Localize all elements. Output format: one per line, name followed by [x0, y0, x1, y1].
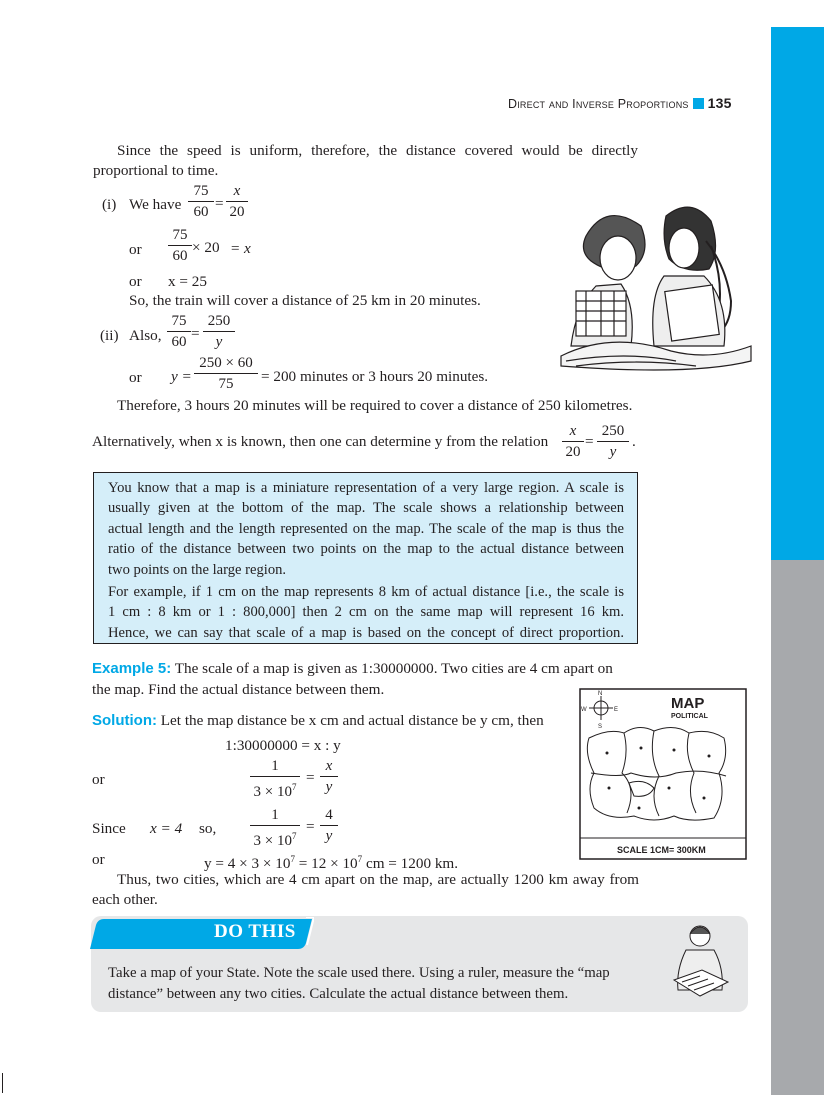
equals-sign: =	[306, 818, 315, 835]
fraction-75-60-b: $\frac{75}{60}$	[168, 226, 192, 265]
fraction-250-y: $\frac{250}{y}$	[203, 312, 235, 351]
fraction-75-60: $\frac{75}{60}$	[188, 182, 214, 221]
equals-x: = x	[230, 240, 251, 257]
svg-text:N: N	[598, 691, 603, 697]
political-map-illustration	[579, 688, 747, 860]
ratio-statement: 1:30000000 = x : y	[225, 737, 341, 754]
fraction-1-over-3e7: $\frac{1}{3 \times 10^7}$	[250, 757, 300, 801]
example-label: Example 5:	[92, 660, 172, 677]
fraction-1-over-3e7-b: $\frac{1}{3 \times 10^7}$	[250, 806, 300, 850]
running-header	[508, 95, 732, 111]
note-line: actual length and the length represented on the map. The scale of the map is thus the	[108, 520, 624, 537]
conclusion-line-2: each other.	[92, 891, 158, 908]
note-line: You know that a map is a miniature representation of a very large region. A scale is	[108, 480, 624, 496]
note-line: Hence, we can say that scale of a map is based on the concept of direct proportion.	[108, 624, 624, 641]
times-20: × 20	[192, 239, 220, 256]
fraction-250x60-75: $\frac{250 \times 60}{75}$	[194, 354, 258, 393]
part-ii-label: (ii)	[100, 327, 119, 344]
map-scale-note-box	[93, 472, 638, 644]
do-this-line-1: Take a map of your State. Note the scale used there. Using a ruler, measure the “map	[108, 965, 610, 981]
or-label: or	[129, 273, 142, 290]
sidebar-grey-band	[771, 560, 824, 1095]
x-equals-4: x = 4	[150, 820, 183, 837]
y-equals: y =	[171, 368, 192, 385]
svg-text:S: S	[598, 724, 603, 730]
example-5-line-2: the map. Find the actual distance between them.	[92, 681, 385, 698]
example-5-line-1: Example 5: The scale of a map is given as 1:30000000. Two cities are 4 cm apart on	[92, 660, 613, 677]
since-label: Since	[92, 820, 126, 837]
map-subtitle: POLITICAL	[671, 713, 708, 720]
note-paragraph-1	[108, 478, 624, 580]
part-i-label: (i)	[102, 196, 117, 213]
equals-sign: =	[585, 433, 594, 450]
map-scale-label: SCALE 1CM= 300KM	[617, 845, 706, 855]
therefore-line: Therefore, 3 hours 20 minutes will be required to cover a distance of 250 kilometres.	[117, 397, 633, 414]
margin-mark	[2, 1073, 3, 1093]
svg-text:W: W	[581, 707, 587, 713]
svg-text:E: E	[614, 707, 619, 713]
part-ii-result: = 200 minutes or 3 hours 20 minutes.	[261, 368, 489, 385]
or-label: or	[129, 241, 142, 258]
or-label: or	[92, 771, 105, 788]
note-line: ratio of the distance between two points on the map to the actual distance between	[108, 541, 624, 558]
part-ii-also: Also,	[129, 327, 162, 344]
fraction-x-20: $\frac{x}{20}$	[226, 182, 248, 221]
note-paragraph-2	[108, 582, 624, 643]
period: .	[632, 433, 636, 450]
conclusion-line-1: Thus, two cities, which are 4 cm apart on the map, are actually 1200 km away from	[117, 871, 639, 888]
page-number: 135	[707, 95, 732, 111]
do-this-line-2: distance” between any two cities. Calculate the actual distance between them.	[108, 986, 569, 1002]
note-line: For example, if 1 cm on the map represents 8 km of actual distance [i.e., the scale is	[108, 584, 624, 600]
note-line: usually given at the bottom of the map. The scale shows a relationship between	[108, 500, 624, 517]
do-this-title: DO THIS	[214, 921, 296, 942]
solution-line: Solution: Let the map distance be x cm and actual distance be y cm, then	[92, 712, 544, 729]
fraction-x-y: $\frac{x}{y}$	[320, 757, 338, 796]
alternatively-line: Alternatively, when x is known, then one can determine y from the relation	[92, 433, 549, 450]
sidebar-blue-band	[771, 27, 824, 560]
header-square-icon	[693, 98, 704, 109]
final-calculation: $y = 4 \times 3 \times 10^7 = 12 \times 10^7$ cm = 1200 km.	[204, 854, 459, 873]
equals-sign: =	[215, 195, 224, 212]
x-equals-25: x = 25	[168, 273, 207, 290]
fraction-x-20-b: $\frac{x}{20}$	[562, 422, 584, 461]
equals-sign: =	[306, 769, 315, 786]
or-label: or	[92, 851, 105, 868]
map-title: MAP	[671, 695, 705, 712]
intro-line-1: Since the speed is uniform, therefore, the distance covered would be directly	[117, 142, 638, 159]
students-reading-illustration	[556, 196, 752, 374]
fraction-4-y: $\frac{4}{y}$	[320, 806, 338, 845]
so-label: so,	[199, 820, 217, 837]
part-i-conclusion: So, the train will cover a distance of 25 km in 20 minutes.	[129, 292, 481, 309]
note-line: 1 cm : 8 km or 1 : 800,000] then 2 cm on the same map will represent 16 km.	[108, 604, 624, 621]
solution-label: Solution:	[92, 712, 157, 729]
chapter-title: Direct and Inverse Proportions	[508, 97, 689, 111]
or-label: or	[129, 369, 142, 386]
note-line: two points on the large region.	[108, 561, 287, 578]
equals-sign: =	[191, 325, 200, 342]
fraction-75-60-c: $\frac{75}{60}$	[167, 312, 191, 351]
child-with-map-illustration	[664, 920, 738, 1006]
fraction-250-y-b: $\frac{250}{y}$	[597, 422, 629, 461]
intro-line-2: proportional to time.	[93, 162, 219, 179]
part-i-we-have: We have	[129, 196, 182, 213]
